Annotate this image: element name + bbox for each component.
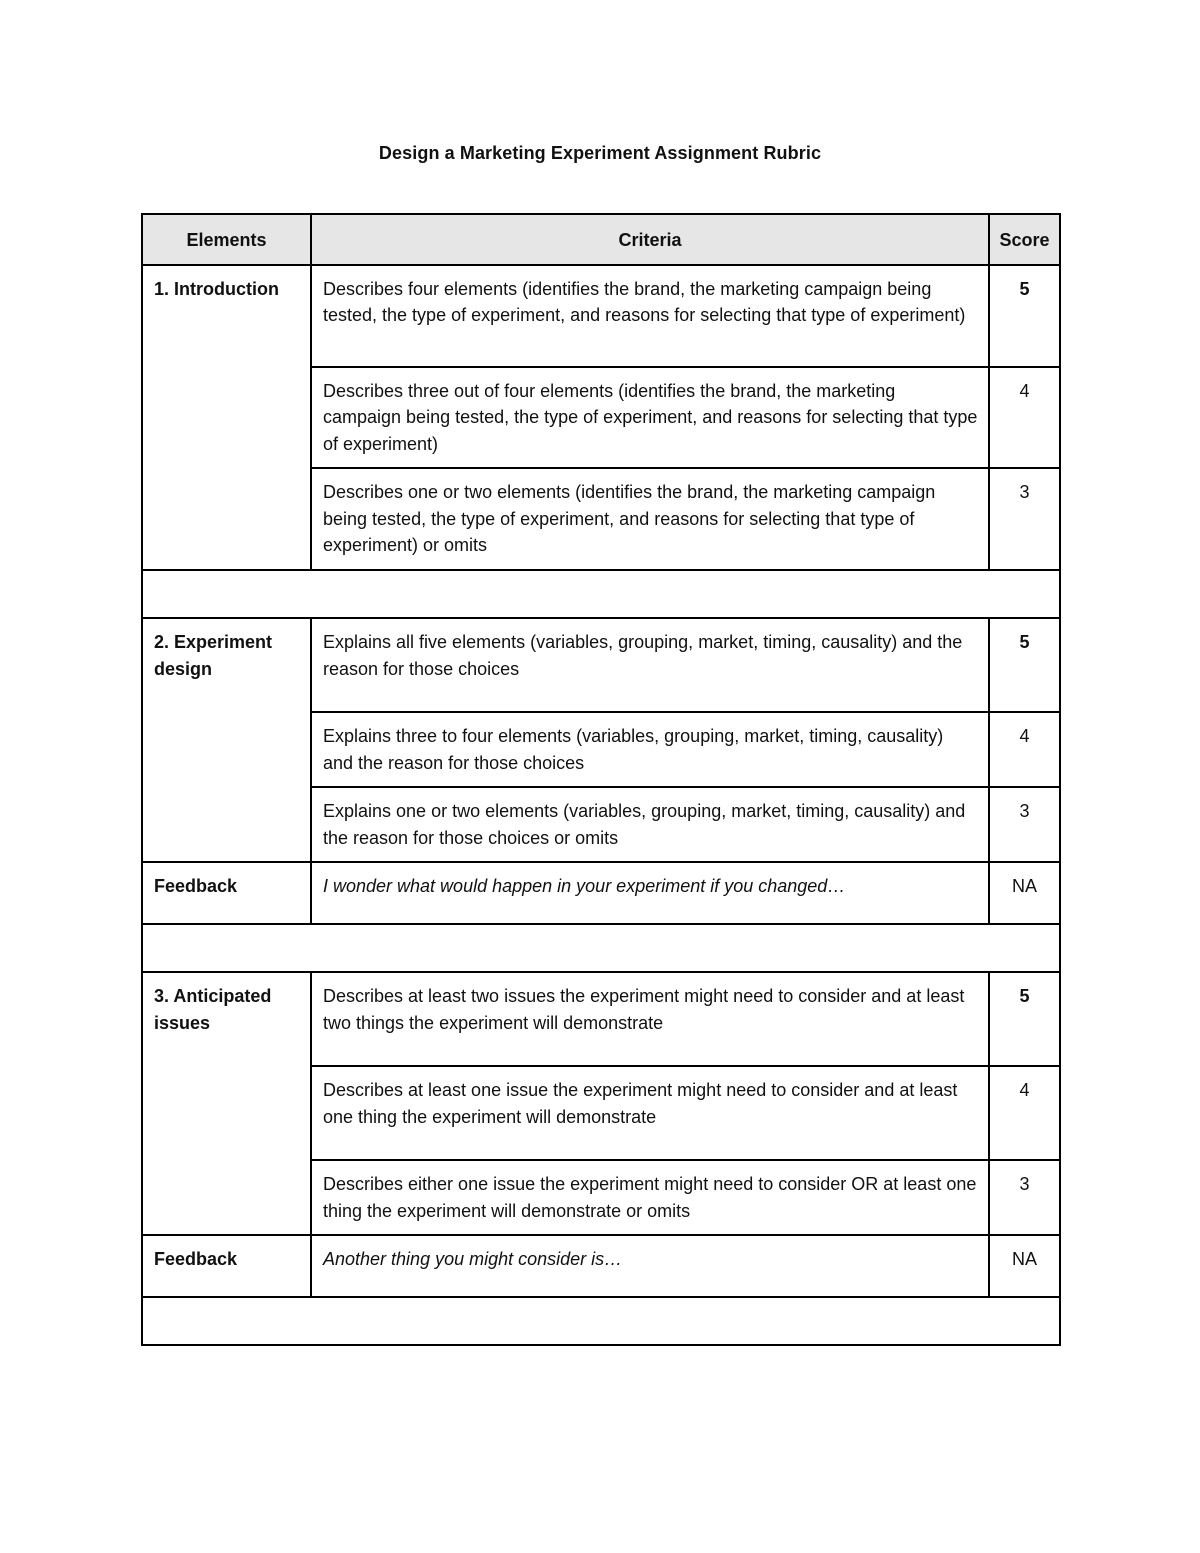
feedback-score: NA bbox=[989, 1235, 1060, 1297]
spacer-row bbox=[142, 570, 1060, 618]
score-cell: 4 bbox=[989, 712, 1060, 787]
feedback-text: I wonder what would happen in your experiment if you changed… bbox=[311, 862, 989, 924]
criteria-cell: Describes at least one issue the experiment might need to consider and at least one thing the experiment will demonstrate bbox=[311, 1066, 989, 1160]
criteria-cell: Explains all five elements (variables, grouping, market, timing, causality) and the reason for those choices bbox=[311, 618, 989, 712]
score-cell: 3 bbox=[989, 1160, 1060, 1235]
criteria-cell: Describes either one issue the experiment might need to consider OR at least one thing the experiment will demonstrate or omits bbox=[311, 1160, 989, 1235]
score-cell: 5 bbox=[989, 972, 1060, 1066]
criteria-cell: Describes four elements (identifies the brand, the marketing campaign being tested, the type of experiment, and reasons for selecting that type of experiment) bbox=[311, 265, 989, 367]
element-cell-anticipated-issues: 3. Anticipated issues bbox=[142, 972, 311, 1235]
spacer-cell bbox=[142, 924, 1060, 972]
spacer-row bbox=[142, 1297, 1060, 1345]
header-criteria: Criteria bbox=[311, 214, 989, 265]
table-row bbox=[142, 265, 1060, 367]
element-cell-experiment-design: 2. Experiment design bbox=[142, 618, 311, 862]
feedback-row bbox=[142, 862, 1060, 924]
score-cell: 3 bbox=[989, 787, 1060, 862]
feedback-score: NA bbox=[989, 862, 1060, 924]
score-cell: 5 bbox=[989, 265, 1060, 367]
header-row bbox=[142, 214, 1060, 265]
header-elements: Elements bbox=[142, 214, 311, 265]
score-cell: 5 bbox=[989, 618, 1060, 712]
feedback-text: Another thing you might consider is… bbox=[311, 1235, 989, 1297]
document-title: Design a Marketing Experiment Assignment Rubric bbox=[378, 143, 822, 163]
feedback-row bbox=[142, 1235, 1060, 1297]
spacer-cell bbox=[142, 1297, 1060, 1345]
criteria-cell: Explains three to four elements (variables, grouping, market, timing, causality) and the reason for those choices bbox=[311, 712, 989, 787]
criteria-cell: Describes three out of four elements (identifies the brand, the marketing campaign being tested, the type of experiment, and reasons for selecting that type of experiment) bbox=[311, 367, 989, 469]
criteria-cell: Explains one or two elements (variables, grouping, market, timing, causality) and the reason for those choices or omits bbox=[311, 787, 989, 862]
score-cell: 4 bbox=[989, 1066, 1060, 1160]
score-cell: 4 bbox=[989, 367, 1060, 469]
table-row bbox=[142, 618, 1060, 712]
feedback-label: Feedback bbox=[142, 862, 311, 924]
feedback-label: Feedback bbox=[142, 1235, 311, 1297]
element-cell-introduction: 1. Introduction bbox=[142, 265, 311, 571]
score-cell: 3 bbox=[989, 468, 1060, 570]
header-score: Score bbox=[989, 214, 1060, 265]
criteria-cell: Describes at least two issues the experiment might need to consider and at least two things the experiment will demonstrate bbox=[311, 972, 989, 1066]
rubric-table bbox=[141, 213, 1061, 1346]
spacer-row bbox=[142, 924, 1060, 972]
table-row bbox=[142, 972, 1060, 1066]
spacer-cell bbox=[142, 570, 1060, 618]
criteria-cell: Describes one or two elements (identifies the brand, the marketing campaign being tested, the type of experiment, and reasons for selecting that type of experiment) or omits bbox=[311, 468, 989, 570]
